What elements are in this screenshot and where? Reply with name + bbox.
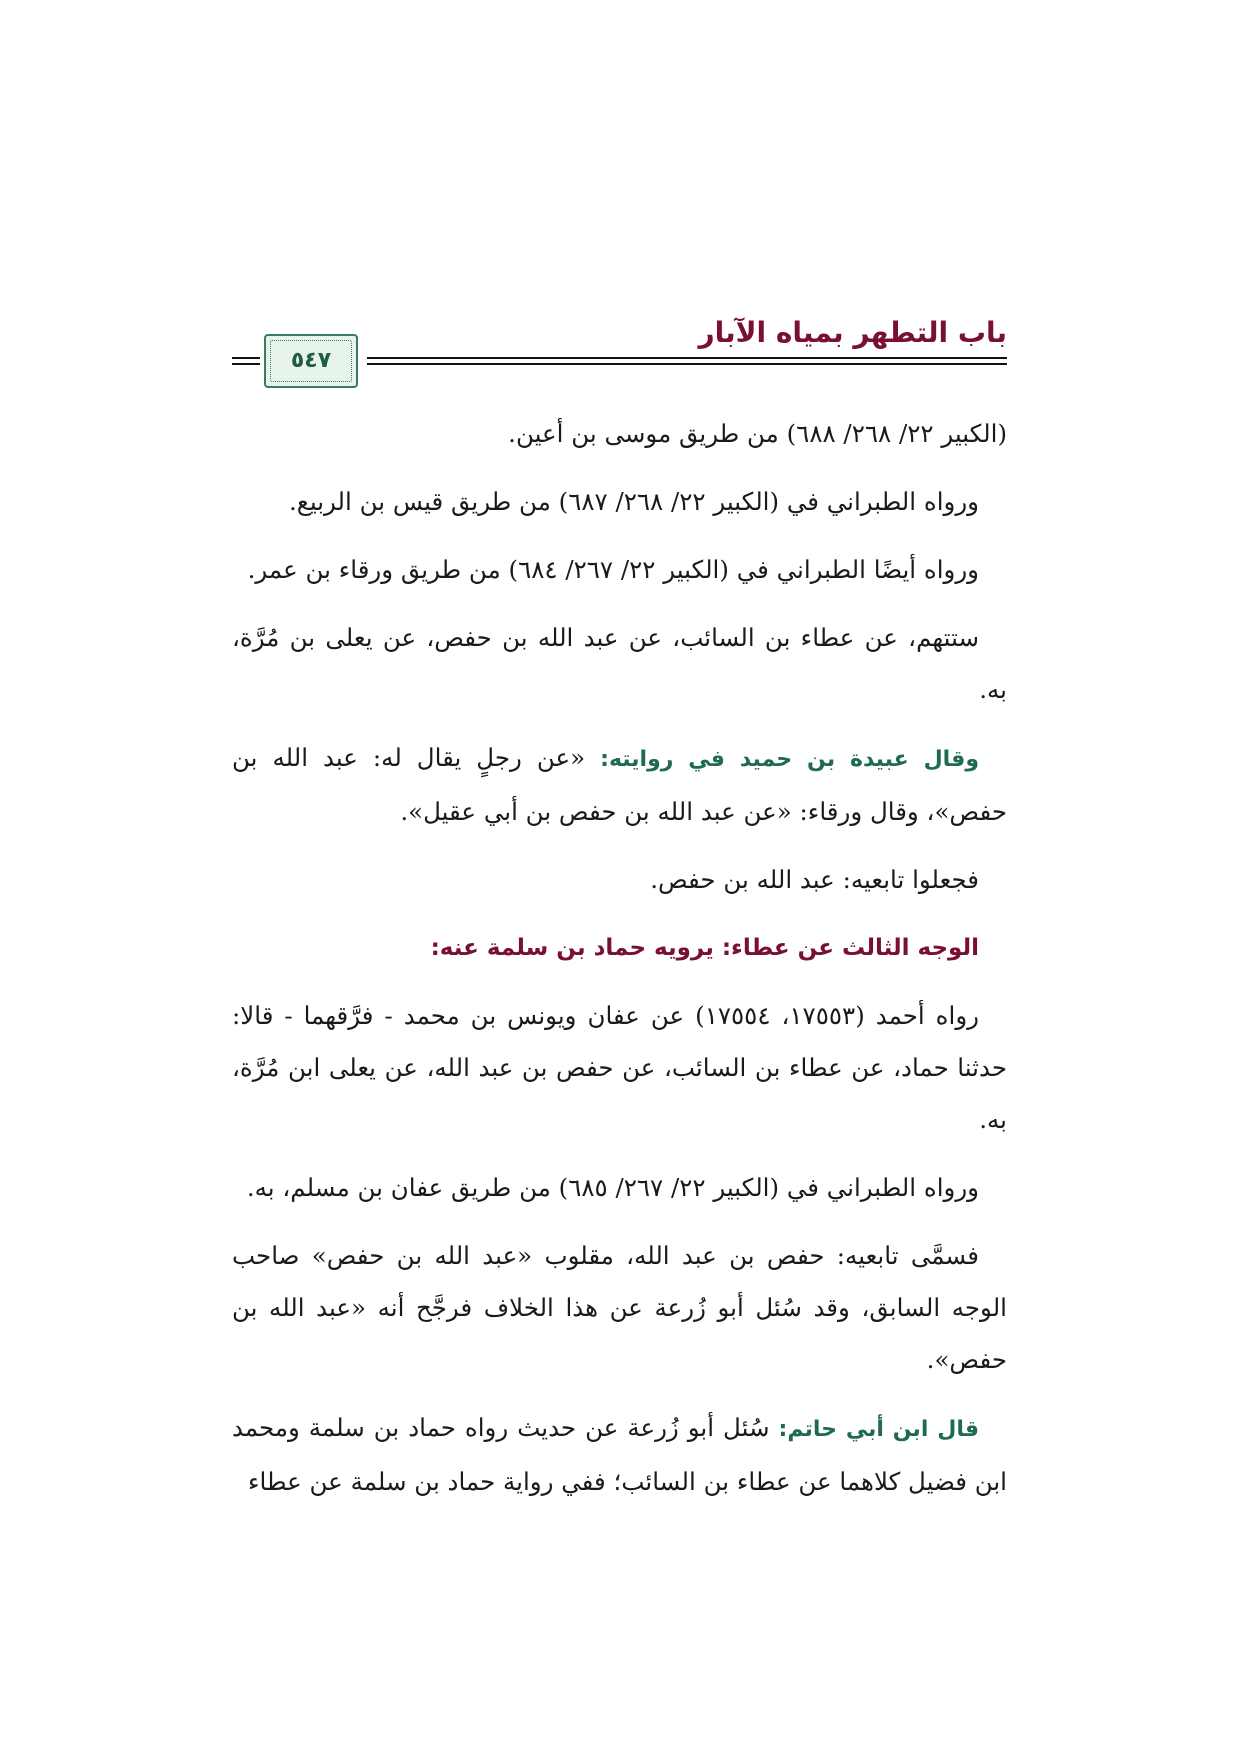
paragraph: ستتهم، عن عطاء بن السائب، عن عبد الله بن حفص، عن يعلى بن مُرَّة، به. xyxy=(232,623,1007,704)
paragraph xyxy=(232,1402,1007,1508)
paragraph: فسمَّى تابعيه: حفص بن عبد الله، مقلوب «عبد الله بن حفص» صاحب الوجه السابق، وقد سُئل أبو زُرعة عن هذا الخلاف فرجَّح أنه «عبد الله بن حفص». xyxy=(232,1241,1007,1374)
page-body xyxy=(232,408,1007,1524)
paragraph-lead: وقال عبيدة بن حميد في روايته: xyxy=(600,747,979,772)
paragraph-lead: قال ابن أبي حاتم: xyxy=(778,1417,979,1442)
paragraph: فجعلوا تابعيه: عبد الله بن حفص. xyxy=(650,865,979,894)
section-heading: الوجه الثالث عن عطاء: يرويه حماد بن سلمة عنه: xyxy=(430,935,979,961)
paragraph xyxy=(232,732,1007,838)
page-header xyxy=(232,296,1007,396)
page-number-badge xyxy=(264,334,358,388)
header-rule-left-bottom xyxy=(232,363,260,365)
paragraph: رواه أحمد (١٧٥٥٣، ١٧٥٥٤) عن عفان ويونس بن محمد - فرَّقهما - قالا: حدثنا حماد، عن عطاء بن السائب، عن حفص بن عبد الله، عن يعلى ابن مُرَّة، به. xyxy=(232,1001,1007,1134)
paragraph: ورواه الطبراني في (الكبير ٢٢/ ٢٦٧/ ٦٨٥) من طريق عفان بن مسلم، به. xyxy=(246,1173,979,1202)
paragraph-text: سُئل أبو زُرعة عن حديث رواه حماد بن سلمة ومحمد ابن فضيل كلاهما عن عطاء بن السائب؛ ففي رواية حماد بن سلمة عن عطاء xyxy=(232,1413,1007,1496)
header-rule-top xyxy=(367,357,1007,359)
paragraph: ورواه الطبراني في (الكبير ٢٢/ ٢٦٨/ ٦٨٧) من طريق قيس بن الربيع. xyxy=(289,487,979,516)
header-rule-left-top xyxy=(232,357,260,359)
paragraph-text: «عن رجلٍ يقال له: عبد الله بن حفص»، وقال ورقاء: «عن عبد الله بن حفص بن أبي عقيل». xyxy=(232,743,1007,826)
header-rule-bottom xyxy=(367,363,1007,365)
page-number: ٥٤٧ xyxy=(290,348,332,373)
running-title: باب التطهر بمياه الآبار xyxy=(698,316,1007,349)
paragraph: (الكبير ٢٢/ ٢٦٨/ ٦٨٨) من طريق موسى بن أعين. xyxy=(508,419,1007,448)
paragraph: ورواه أيضًا الطبراني في (الكبير ٢٢/ ٢٦٧/ ٦٨٤) من طريق ورقاء بن عمر. xyxy=(247,555,979,584)
